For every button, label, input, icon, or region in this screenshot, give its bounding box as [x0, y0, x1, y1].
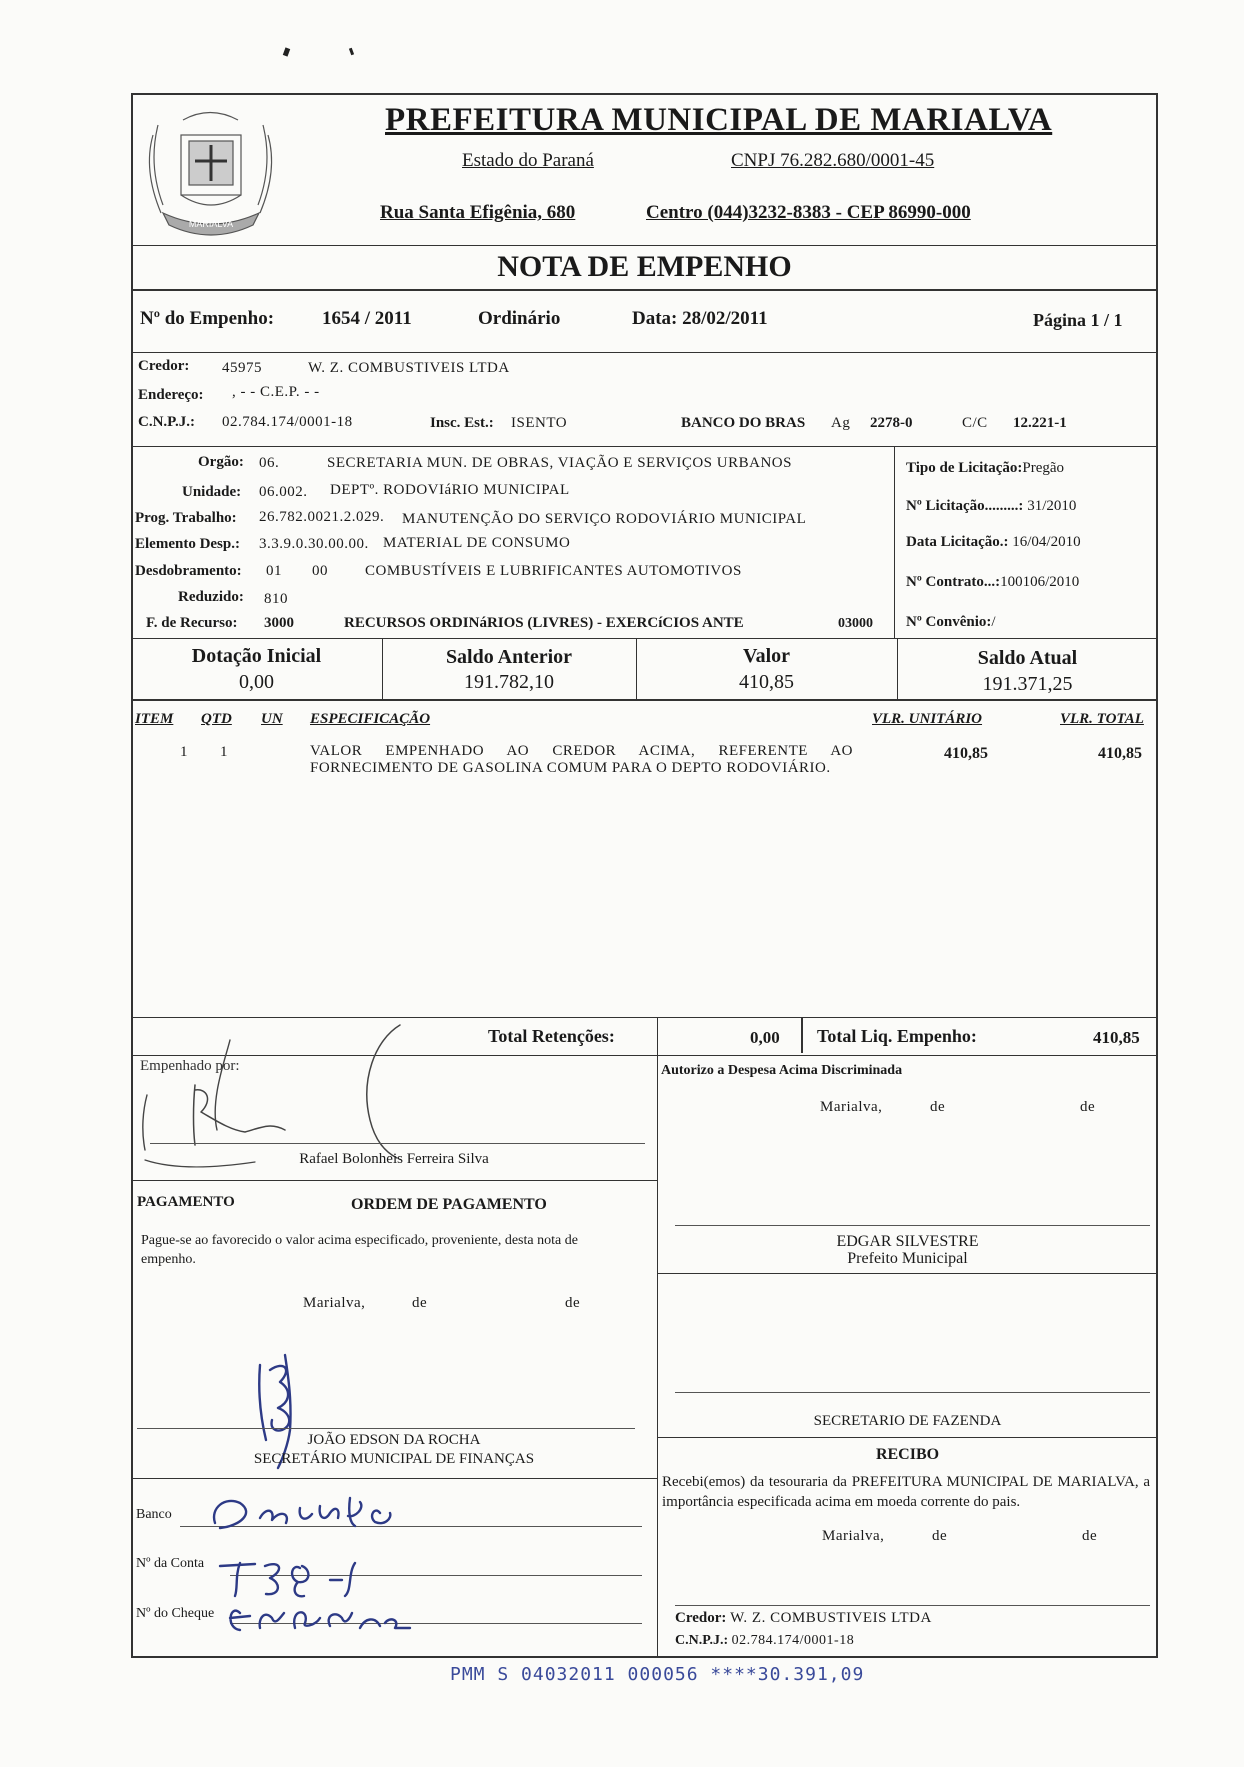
retencoes-label: Total Retenções: [488, 1026, 615, 1046]
col-item: ITEM [135, 711, 174, 727]
pagamento-de1: de [412, 1295, 428, 1311]
recibo-text: Recebi(emos) da tesouraria da PREFEITURA MUNICIPAL DE MARIALVA, a importância especificada acima em moeda corrente do pais. [662, 1474, 1150, 1510]
credor-label: Credor: [138, 358, 190, 374]
empenho-type: Ordinário [478, 308, 561, 329]
valor-value: 410,85 [739, 671, 794, 693]
desdobramento-label: Desdobramento: [135, 563, 242, 579]
autorizo-label: Autorizo a Despesa Acima Discriminada [661, 1063, 903, 1078]
item-unit-value: 410,85 [944, 745, 988, 762]
prog-label: Prog. Trabalho: [135, 510, 237, 526]
reduzido-value: 810 [264, 591, 288, 607]
licitacao-type: Tipo de Licitação:Pregão [906, 460, 1065, 476]
item-qty: 1 [220, 744, 228, 760]
item-number: 1 [180, 744, 188, 760]
cnpj-label: C.N.P.J.: [138, 414, 195, 430]
reduzido-label: Reduzido: [178, 589, 244, 605]
saldo-atual-value: 191.371,25 [982, 673, 1073, 695]
header-cnpj: CNPJ 76.282.680/0001-45 [731, 150, 935, 171]
elemento-value: MATERIAL DE CONSUMO [383, 535, 571, 551]
cheque-label: Nº do Cheque [136, 1606, 215, 1621]
col-qtd: QTD [201, 711, 232, 727]
empenho-number: 1654 / 2011 [322, 308, 412, 329]
scan-mark [349, 48, 354, 56]
agency-value: 2278-0 [870, 415, 913, 431]
insc-label: Insc. Est.: [430, 415, 494, 431]
recurso-value: RECURSOS ORDINáRIOS (LIVRES) - EXERCíCIOS ANTE [344, 615, 744, 631]
unidade-value: DEPTº. RODOVIáRIO MUNICIPAL [330, 482, 570, 498]
pagamento-label: PAGAMENTO [137, 1194, 235, 1210]
liq-empenho-label: Total Liq. Empenho: [817, 1026, 977, 1046]
orgao-label: Orgão: [198, 454, 244, 470]
agency-label: Ag [831, 415, 851, 431]
recurso-code: 3000 [264, 615, 294, 631]
recibo-de2: de [1082, 1528, 1098, 1544]
header-address: Rua Santa Efigênia, 680 [380, 202, 576, 223]
autorizo-local: Marialva, [820, 1099, 883, 1115]
recurso-label: F. de Recurso: [146, 615, 238, 631]
recibo-de1: de [932, 1528, 948, 1544]
state-name: Estado do Paraná [462, 150, 594, 171]
retencoes-value: 0,00 [750, 1028, 780, 1047]
convenio-number: Nº Convênio:/ [906, 614, 996, 630]
saldo-atual-label: Saldo Atual [977, 647, 1078, 669]
prog-code: 26.782.0021.2.029. [259, 509, 385, 525]
empenhado-name: Rafael Bolonheis Ferreira Silva [299, 1151, 489, 1167]
dotacao-value: 0,00 [239, 671, 274, 693]
elemento-code: 3.3.9.0.30.00.00. [259, 536, 369, 552]
desdobramento-code2: 00 [312, 563, 328, 579]
header-contact: Centro (044)3232-8383 - CEP 86990-000 [646, 202, 971, 223]
banco-label: Banco [136, 1507, 172, 1522]
secretario-name: JOÃO EDSON DA ROCHA [307, 1432, 481, 1448]
scan-mark [283, 47, 290, 56]
account-label: C/C [962, 415, 988, 431]
insc-value: ISENTO [511, 415, 568, 431]
prog-value: MANUTENÇÃO DO SERVIÇO RODOVIÁRIO MUNICIPAL [402, 511, 807, 527]
recurso-code2: 03000 [838, 616, 873, 631]
saldo-anterior-label: Saldo Anterior [445, 646, 573, 668]
municipal-crest [133, 95, 288, 245]
col-especificacao: ESPECIFICAÇÃO [310, 711, 431, 727]
orgao-code: 06. [259, 455, 280, 471]
unidade-code: 06.002. [259, 484, 308, 500]
licitacao-date: Data Licitação.: 16/04/2010 [906, 534, 1081, 550]
empenho-number-label: Nº do Empenho: [140, 308, 275, 329]
desdobramento-code1: 01 [266, 563, 282, 579]
bank-name: BANCO DO BRAS [681, 415, 806, 431]
conta-label: Nº da Conta [136, 1556, 205, 1571]
prefeito-name: EDGAR SILVESTRE [836, 1233, 979, 1250]
payment-stamp: PMM S 04032011 000056 ****30.391,09 [450, 1664, 865, 1685]
item-total-value: 410,85 [1098, 745, 1142, 762]
secretario-title: SECRETÁRIO MUNICIPAL DE FINANÇAS [253, 1451, 535, 1467]
licitacao-number: Nº Licitação.........: 31/2010 [906, 498, 1077, 514]
credor-name: W. Z. COMBUSTIVEIS LTDA [308, 360, 510, 376]
credor-code: 45975 [222, 360, 262, 376]
pagamento-text: Pague-se ao favorecido o valor acima especificado, proveniente, desta nota de empenho. [141, 1233, 578, 1267]
empenho-date: Data: 28/02/2011 [632, 308, 768, 329]
handwritten-bank-entries [180, 1478, 640, 1638]
item-description: VALOR EMPENHADO AO CREDOR ACIMA, REFERENTE AO FORNECIMENTO DE GASOLINA COMUM PARA O DEPTO RODOVIÁRIO. [310, 743, 853, 776]
unidade-label: Unidade: [182, 484, 242, 500]
recibo-local: Marialva, [822, 1528, 885, 1544]
page-number: Página 1 / 1 [1033, 310, 1123, 330]
recibo-cnpj: C.N.P.J.: 02.784.174/0001-18 [675, 1633, 855, 1648]
endereco-label: Endereço: [138, 387, 204, 403]
col-vlr-total: VLR. TOTAL [1060, 711, 1144, 727]
pagamento-de2: de [565, 1295, 581, 1311]
col-un: UN [261, 711, 283, 727]
desdobramento-value: COMBUSTÍVEIS E LUBRIFICANTES AUTOMOTIVOS [365, 563, 742, 579]
secretario-fazenda: SECRETARIO DE FAZENDA [813, 1413, 1002, 1429]
cnpj-value: 02.784.174/0001-18 [222, 414, 353, 430]
endereco-value: , - - C.E.P. - - [232, 384, 320, 400]
saldo-anterior-value: 191.782,10 [464, 671, 554, 693]
svg-text:MARIALVA: MARIALVA [188, 219, 234, 229]
contrato-number: Nº Contrato...:100106/2010 [906, 574, 1080, 590]
autorizo-de2: de [1080, 1099, 1096, 1115]
recibo-label: RECIBO [875, 1446, 940, 1463]
elemento-label: Elemento Desp.: [135, 536, 240, 552]
autorizo-de1: de [930, 1099, 946, 1115]
valor-label: Valor [742, 645, 791, 667]
ordem-pagamento-label: ORDEM DE PAGAMENTO [351, 1196, 547, 1213]
prefeito-title: Prefeito Municipal [847, 1250, 968, 1267]
account-value: 12.221-1 [1013, 415, 1067, 431]
page-title: PREFEITURA MUNICIPAL DE MARIALVA [385, 102, 1053, 138]
empenhado-label: Empenhado por: [140, 1058, 240, 1074]
orgao-value: SECRETARIA MUN. DE OBRAS, VIAÇÃO E SERVIÇOS URBANOS [327, 455, 792, 471]
dotacao-label: Dotação Inicial [191, 645, 322, 667]
document-title: NOTA DE EMPENHO [497, 250, 792, 283]
recibo-credor: Credor: W. Z. COMBUSTIVEIS LTDA [675, 1610, 932, 1626]
liq-empenho-value: 410,85 [1093, 1028, 1140, 1047]
col-vlr-unitario: VLR. UNITÁRIO [872, 711, 983, 727]
pagamento-local: Marialva, [303, 1295, 366, 1311]
